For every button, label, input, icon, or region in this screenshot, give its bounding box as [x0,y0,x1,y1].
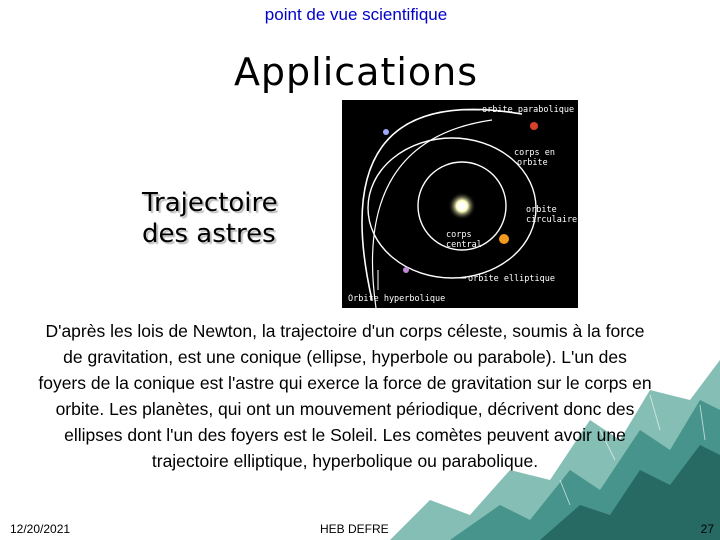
footer-date: 12/20/2021 [10,522,71,536]
label-body-2: orbite [517,158,548,168]
slide-header: point de vue scientifique [264,5,448,24]
label-circular-2: circulaire [526,215,578,225]
orbits-diagram-svg [342,100,578,308]
label-body-1: corps en [514,148,555,158]
label-elliptic: orbite elliptique [468,274,555,284]
slide-subtitle [142,188,302,250]
subtitle-line-2: des astres [142,219,276,249]
footer-author: HEB DEFRE [320,522,389,536]
orbits-diagram [342,100,578,308]
footer-page-number: 27 [700,522,714,536]
label-hyperbolic: Orbite hyperbolique [348,294,446,304]
label-circular-1: orbite [526,205,557,215]
central-body-core [458,202,466,210]
body-paragraph: D'après les lois de Newton, la trajectoire d'un corps céleste, soumis à la force de gravitation, est une conique (ellipse, hyperbole ou parabole). L'un des foyers de la conique est l'astre qui exerce la force de gravitation sur le corps en orbite. Les planètes, qui ont un mouvement périodique, décrivent donc des ellipses dont l'un des foyers est le Soleil. Les comètes peuvent avoir une trajectoire elliptique, hyperbolique ou parabolique. [38,321,652,471]
label-parabolic: orbite parabolique [482,105,575,115]
label-central-2: central [446,240,482,250]
comet-top [383,129,389,135]
label-central-1: corps [446,230,472,240]
comet-bottom [403,267,409,273]
orbiting-body-red [530,122,538,130]
orbiting-body-orange [499,234,509,244]
slide-title: Applications [233,50,479,94]
subtitle-line-1: Trajectoire [142,188,278,218]
